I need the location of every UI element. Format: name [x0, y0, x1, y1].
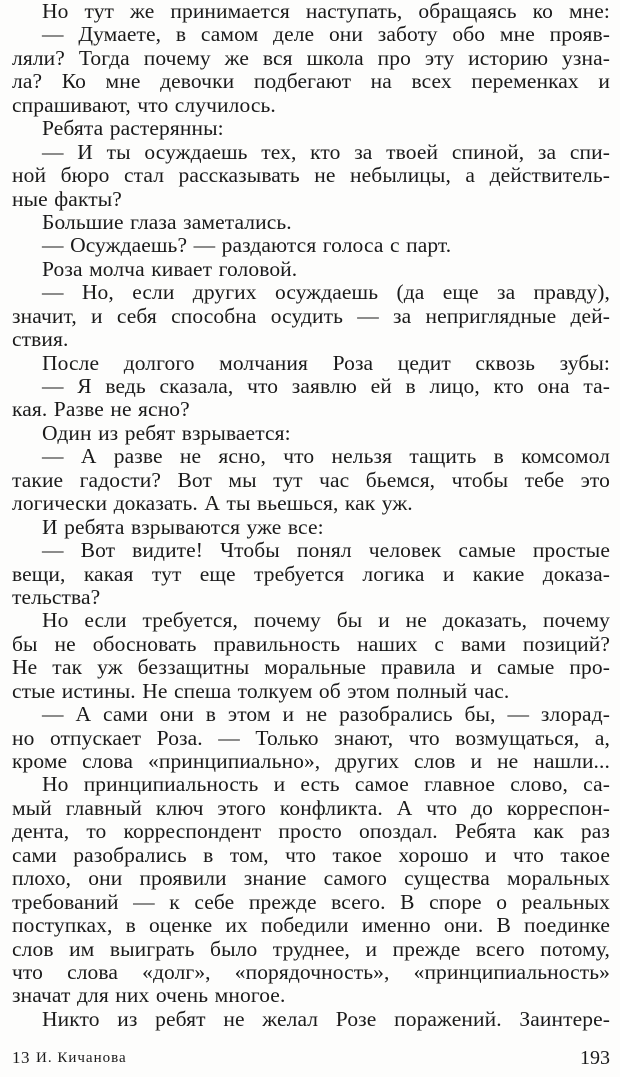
text-line: Никто из ребят не желал Розе поражений. Заинтере- — [42, 1007, 610, 1031]
page-footer — [12, 1046, 610, 1070]
text-line: Один из ребят взрывается: — [42, 421, 291, 445]
text-line: мый главный ключ этого конфликта. А что до корреспон- — [12, 796, 610, 820]
text-line: — Осуждаешь? — раздаются голоса с парт. — [42, 234, 452, 258]
text-line: ствия. — [12, 328, 69, 352]
text-line: значит, и себя способна осудить — за неприглядные дей- — [12, 304, 610, 328]
text-line: стые истины. Не спеша толкуем об этом полный час. — [12, 679, 510, 703]
text-line: — Вот видите! Чтобы понял человек самые простые — [42, 539, 610, 563]
text-line: И ребята взрываются уже все: — [42, 515, 324, 539]
text-line: но отпускает Роза. — Только знают, что возмущаться, а, — [12, 726, 610, 750]
text-line: бы не обосновать правильность наших с вами позиций? — [12, 632, 610, 656]
text-line: — А сами они в этом и не разобрались бы, — злорад- — [42, 703, 610, 727]
text-line: — И ты осуждаешь тех, кто за твоей спиной, за спи- — [42, 140, 610, 164]
text-line: кроме слова «принципиально», других слов и не нашли... — [12, 750, 610, 773]
text-line: сами разобрались в том, что такое хорошо и что такое — [12, 843, 610, 867]
text-line: — Я ведь сказала, что заявлю ей в лицо, кто она та- — [42, 375, 610, 398]
body-text — [12, 0, 610, 1031]
text-line: спрашивают, что случилось. — [12, 93, 276, 117]
page-number: 193 — [580, 1047, 610, 1069]
text-line: плохо, они проявили знание самого существа моральных — [12, 867, 610, 891]
signature-author: И. Кичанова — [36, 1050, 127, 1066]
text-line: Не так уж беззащитны моральные правила и самые про- — [12, 656, 610, 680]
text-line: слов им выиграть было труднее, и прежде всего потому, — [12, 937, 610, 961]
text-line: дента, то корреспондент просто опоздал. Ребята как раз — [12, 820, 610, 844]
text-line: Но если требуется, почему бы и не доказать, почему — [42, 609, 610, 633]
text-line: — Думаете, в самом деле они заботу обо мне прояв- — [42, 23, 610, 47]
text-line: ные факты? — [12, 187, 122, 211]
text-line: ляли? Тогда почему же вся школа про эту историю узна- — [12, 46, 610, 70]
text-line: значат для них очень многое. — [12, 984, 286, 1008]
text-line: Роза молча кивает головой. — [42, 257, 298, 281]
text-line: такие гадости? Вот мы тут час бьемся, чтобы тебе это — [12, 468, 610, 492]
printer-signature: 13 — [12, 1048, 30, 1067]
text-line: вещи, какая тут еще требуется логика и какие доказа- — [12, 562, 610, 586]
text-line: ной бюро стал рассказывать не небылицы, а действитель- — [12, 164, 610, 188]
text-line: ла? Ко мне девочки подбегают на всех переменках и — [12, 70, 610, 94]
text-line: — А разве не ясно, что нельзя тащить в комсомол — [42, 445, 610, 469]
text-line: кая. Разве не ясно? — [12, 398, 190, 422]
text-line: Большие глаза заметались. — [42, 210, 292, 234]
text-line: — Но, если других осуждаешь (да еще за правду), — [42, 281, 610, 305]
text-line: логически доказать. А ты вьешься, как уж. — [12, 492, 413, 516]
text-line: тельства? — [12, 585, 101, 609]
text-line: Но принципиальность и есть самое главное слово, са- — [42, 773, 610, 797]
text-line: Ребята растерянны: — [42, 117, 224, 141]
text-line: После долгого молчания Роза цедит сквозь зубы: — [42, 351, 610, 375]
text-line: поступках, в оценке их победили именно они. В поединке — [12, 914, 610, 938]
text-line: Но тут же принимается наступать, обращаясь ко мне: — [42, 0, 610, 23]
text-line: требований — к себе прежде всего. В споре о реальных — [12, 890, 610, 914]
text-line: что слова «долг», «порядочность», «принципиальность» — [12, 960, 610, 984]
